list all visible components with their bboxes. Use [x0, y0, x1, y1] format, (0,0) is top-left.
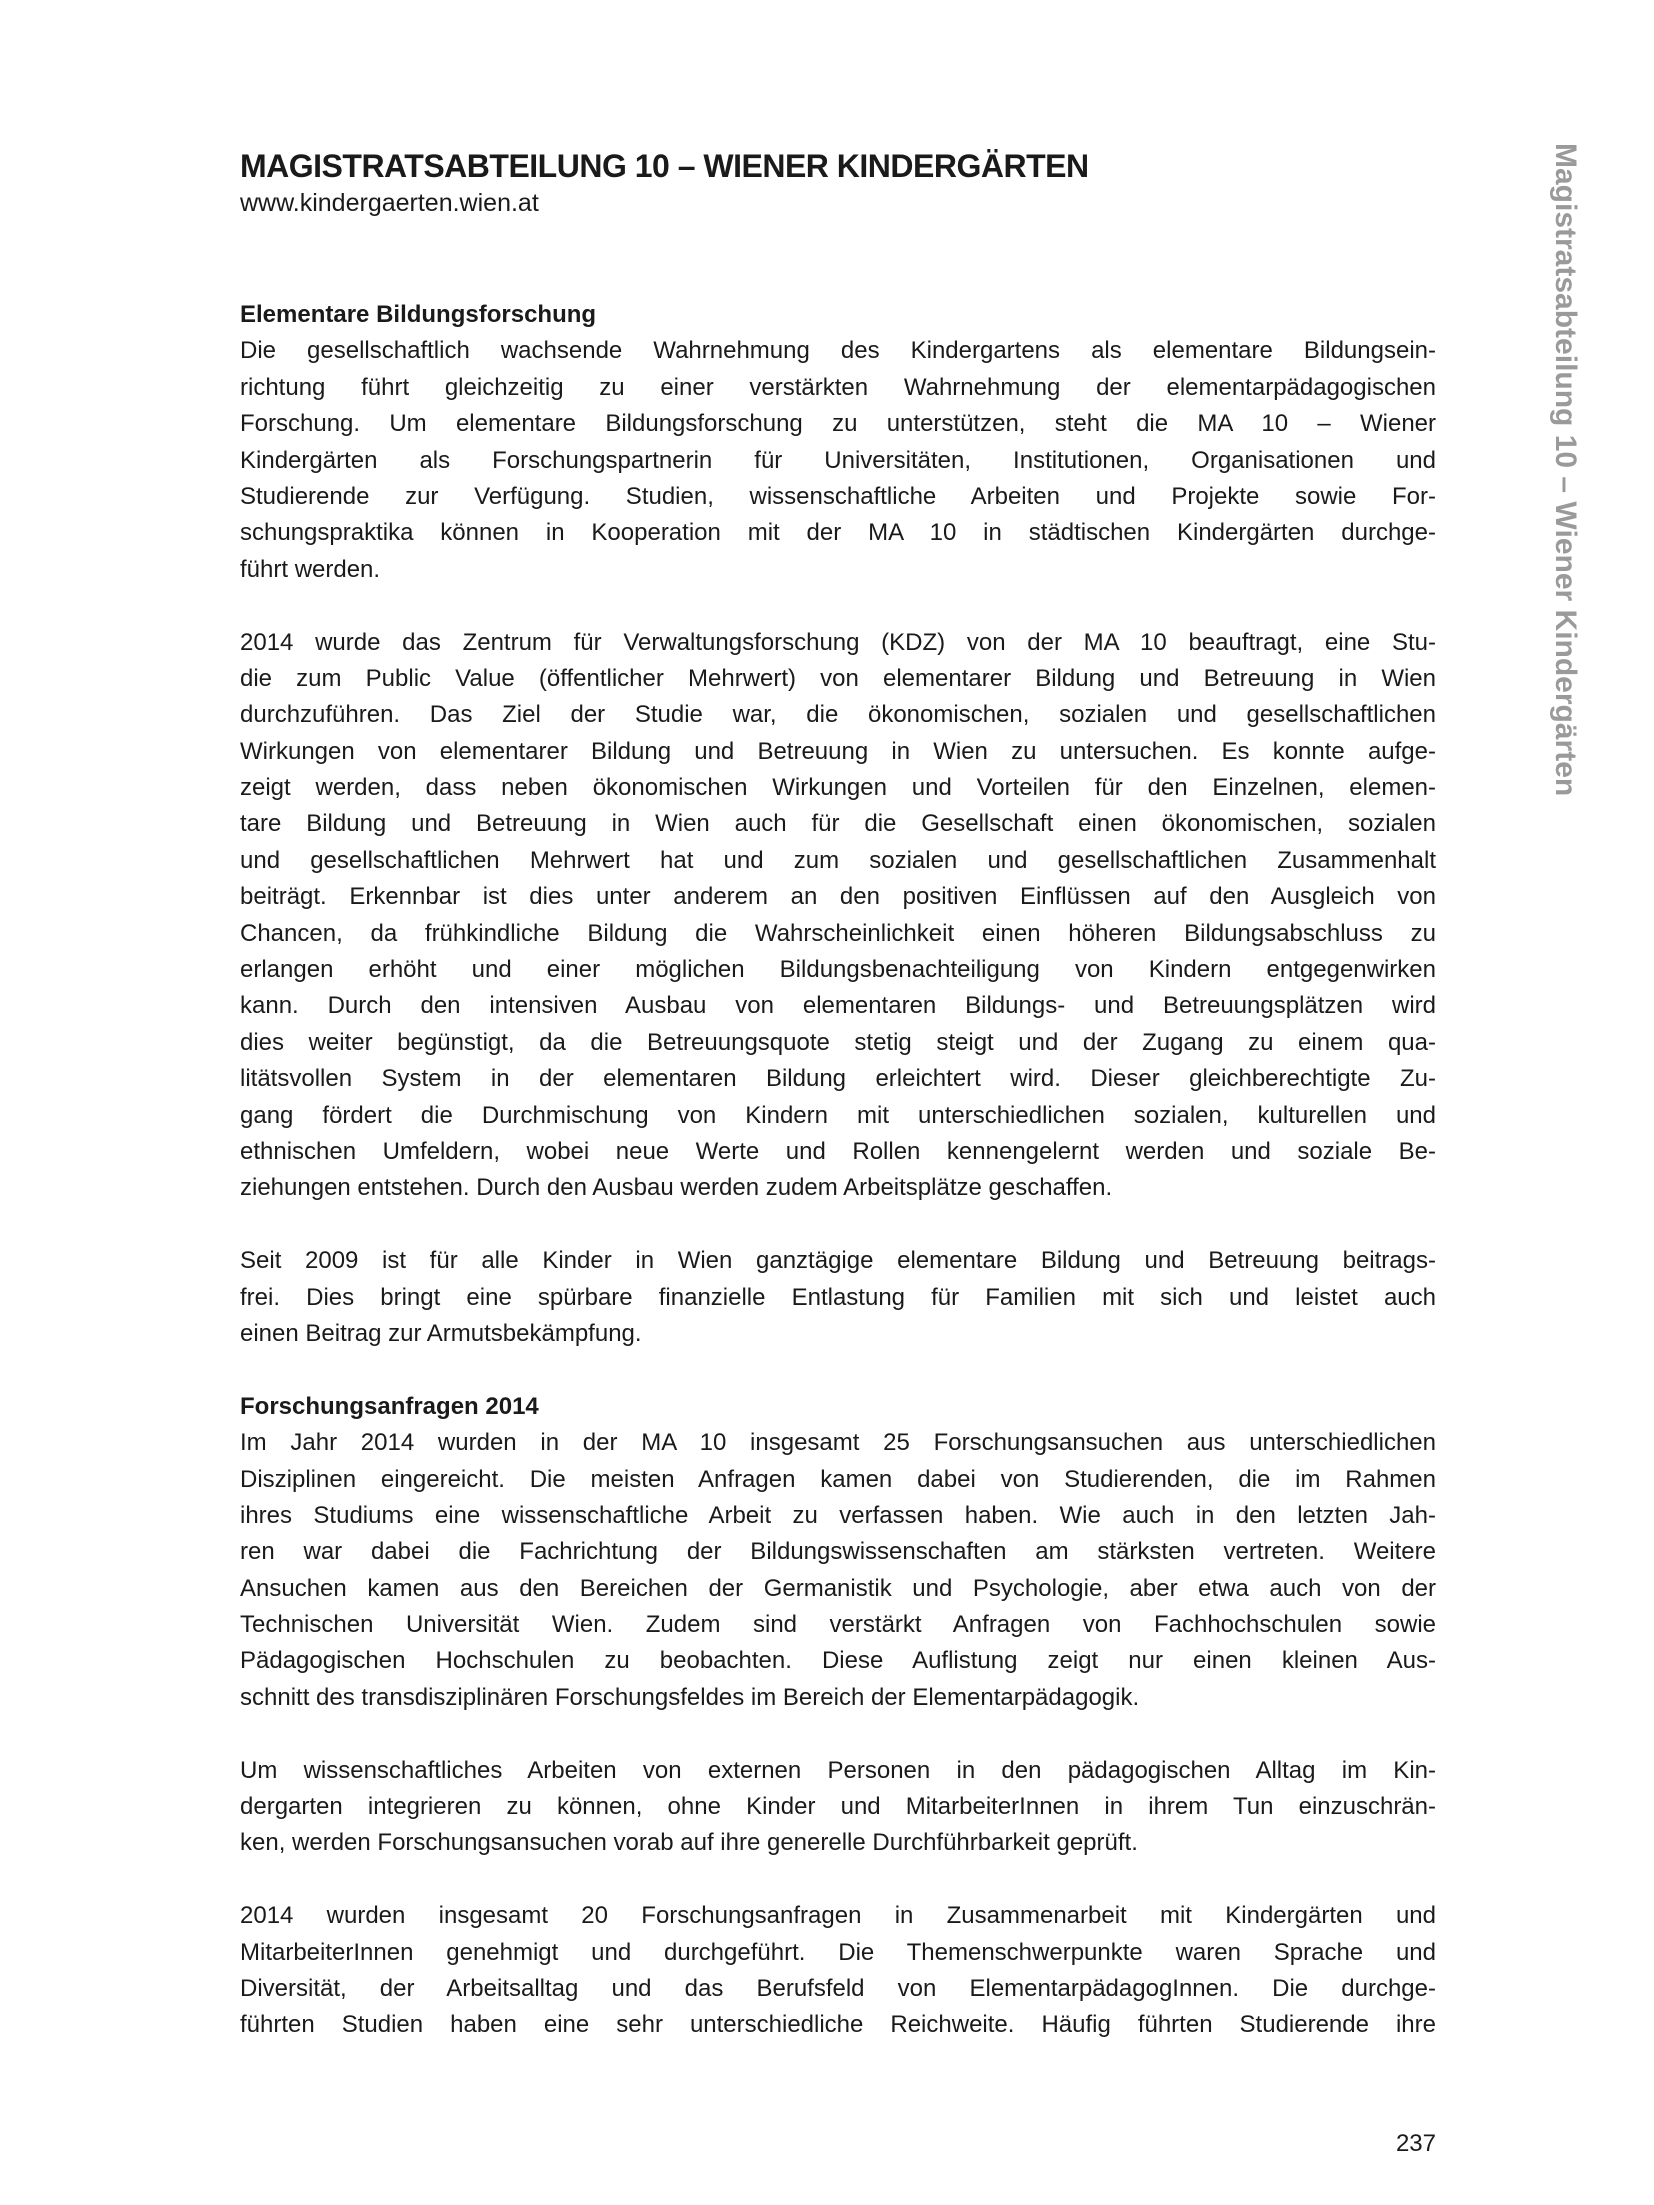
paragraph: [240, 1753, 1436, 1862]
text-line: Wirkungen von elementarer Bildung und Betreuung in Wien zu untersuchen. Es konnte aufge-: [240, 737, 1436, 765]
paragraph: [240, 625, 1436, 1207]
text-line: Studierende zur Verfügung. Studien, wissenschaftliche Arbeiten und Projekte sowie For-: [240, 482, 1436, 510]
text-line: dies weiter begünstigt, da die Betreuungsquote stetig steigt und der Zugang zu einem qua-: [240, 1028, 1436, 1056]
text-line: die zum Public Value (öffentlicher Mehrwert) von elementarer Bildung und Betreuung in Wien: [240, 664, 1436, 692]
text-line: erlangen erhöht und einer möglichen Bildungsbenachteiligung von Kindern entgegenwirken: [240, 956, 1436, 984]
page-number: 237: [1395, 2130, 1436, 2157]
text-line: ihres Studiums eine wissenschaftliche Arbeit zu verfassen haben. Wie auch in den letzten Jah-: [240, 1501, 1436, 1529]
paragraph: [240, 1243, 1436, 1352]
text-line: gang fördert die Durchmischung von Kindern mit unterschiedlichen sozialen, kulturellen und: [240, 1101, 1436, 1129]
text-line: Seit 2009 ist für alle Kinder in Wien ganztägige elementare Bildung und Betreuung beitrags-: [240, 1247, 1436, 1275]
text-line: schungspraktika können in Kooperation mit der MA 10 in städtischen Kindergärten durchge-: [240, 519, 1436, 547]
paragraph-spacer: [240, 1352, 1436, 1388]
text-line: führten Studien haben eine sehr unterschiedliche Reichweite. Häufig führten Studierende ihre: [240, 2011, 1436, 2039]
text-line: dergarten integrieren zu können, ohne Kinder und MitarbeiterInnen in ihrem Tun einzuschrän-: [240, 1793, 1436, 1821]
text-line: Technischen Universität Wien. Zudem sind verstärkt Anfragen von Fachhochschulen sowie: [240, 1611, 1436, 1639]
text-line: Pädagogischen Hochschulen zu beobachten. Diese Auflistung zeigt nur einen kleinen Aus-: [240, 1647, 1436, 1675]
page-title: MAGISTRATSABTEILUNG 10 – WIENER KINDERGÄRTEN: [240, 148, 1089, 184]
paragraph: [240, 333, 1436, 588]
text-line: 2014 wurden insgesamt 20 Forschungsanfragen in Zusammenarbeit mit Kindergärten und: [240, 1902, 1436, 1930]
text-line: Disziplinen eingereicht. Die meisten Anfragen kamen dabei von Studierenden, die im Rahmen: [240, 1465, 1436, 1493]
text-line: zeigt werden, dass neben ökonomischen Wirkungen und Vorteilen für den Einzelnen, elemen-: [240, 774, 1436, 802]
text-line: MitarbeiterInnen genehmigt und durchgeführt. Die Themenschwerpunkte waren Sprache und: [240, 1938, 1436, 1966]
body-text: [240, 297, 1436, 2044]
section-heading: Elementare Bildungsforschung: [240, 301, 597, 328]
text-line: beiträgt. Erkennbar ist dies unter anderem an den positiven Einflüssen auf den Ausgleich von: [240, 883, 1436, 911]
text-line: kann. Durch den intensiven Ausbau von elementaren Bildungs- und Betreuungsplätzen wird: [240, 992, 1436, 1020]
text-line: ethnischen Umfeldern, wobei neue Werte und Rollen kennengelernt werden und soziale Be-: [240, 1137, 1436, 1165]
paragraph-spacer: [240, 1862, 1436, 1898]
paragraph: [240, 1425, 1436, 1716]
text-line: Diversität, der Arbeitsalltag und das Berufsfeld von ElementarpädagogInnen. Die durchge-: [240, 1974, 1436, 2002]
text-line: frei. Dies bringt eine spürbare finanzielle Entlastung für Familien mit sich und leistet auch: [240, 1283, 1436, 1311]
text-line: Chancen, da frühkindliche Bildung die Wahrscheinlichkeit einen höheren Bildungsabschluss zu: [240, 919, 1436, 947]
text-line: Forschung. Um elementare Bildungsforschung zu unterstützen, steht die MA 10 – Wiener: [240, 410, 1436, 438]
text-line: ren war dabei die Fachrichtung der Bildungswissenschaften am stärksten vertreten. Weitere: [240, 1538, 1436, 1566]
paragraph-spacer: [240, 1207, 1436, 1243]
text-line: litätsvollen System in der elementaren Bildung erleichtert wird. Dieser gleichberechtigte Zu-: [240, 1065, 1436, 1093]
text-line: ken, werden Forschungsansuchen vorab auf ihre generelle Durchführbarkeit geprüft.: [240, 1829, 1138, 1857]
section-heading: Forschungsanfragen 2014: [240, 1392, 539, 1420]
text-line: 2014 wurde das Zentrum für Verwaltungsforschung (KDZ) von der MA 10 beauftragt, eine Stu-: [240, 628, 1436, 656]
website-url: www.kindergaerten.wien.at: [240, 189, 539, 217]
text-line: Im Jahr 2014 wurden in der MA 10 insgesamt 25 Forschungsansuchen aus unterschiedlichen: [240, 1429, 1436, 1457]
text-line: und gesellschaftlichen Mehrwert hat und zum sozialen und gesellschaftlichen Zusammenhalt: [240, 846, 1436, 874]
text-line: Die gesellschaftlich wachsende Wahrnehmung des Kindergartens als elementare Bildungsein-: [240, 337, 1436, 365]
text-line: tare Bildung und Betreuung in Wien auch für die Gesellschaft einen ökonomischen, sozialen: [240, 810, 1436, 838]
text-line: richtung führt gleichzeitig zu einer verstärkten Wahrnehmung der elementarpädagogischen: [240, 373, 1436, 401]
text-line: schnitt des transdisziplinären Forschungsfeldes im Bereich der Elementarpädagogik.: [240, 1683, 1140, 1711]
paragraph-spacer: [240, 588, 1436, 624]
text-line: ziehungen entstehen. Durch den Ausbau werden zudem Arbeitsplätze geschaffen.: [240, 1174, 1113, 1202]
text-line: Um wissenschaftliches Arbeiten von externen Personen in den pädagogischen Alltag im Kin-: [240, 1756, 1436, 1784]
text-line: durchzuführen. Das Ziel der Studie war, die ökonomischen, sozialen und gesellschaftlichen: [240, 701, 1436, 729]
text-line: Kindergärten als Forschungspartnerin für Universitäten, Institutionen, Organisationen und: [240, 446, 1436, 474]
side-running-title: Magistratsabteilung 10 – Wiener Kindergärten: [1549, 143, 1582, 797]
text-line: Ansuchen kamen aus den Bereichen der Germanistik und Psychologie, aber etwa auch von der: [240, 1574, 1436, 1602]
text-line: einen Beitrag zur Armutsbekämpfung.: [240, 1319, 642, 1347]
paragraph: [240, 1898, 1436, 2044]
paragraph-spacer: [240, 1716, 1436, 1752]
text-line: führt werden.: [240, 555, 381, 583]
